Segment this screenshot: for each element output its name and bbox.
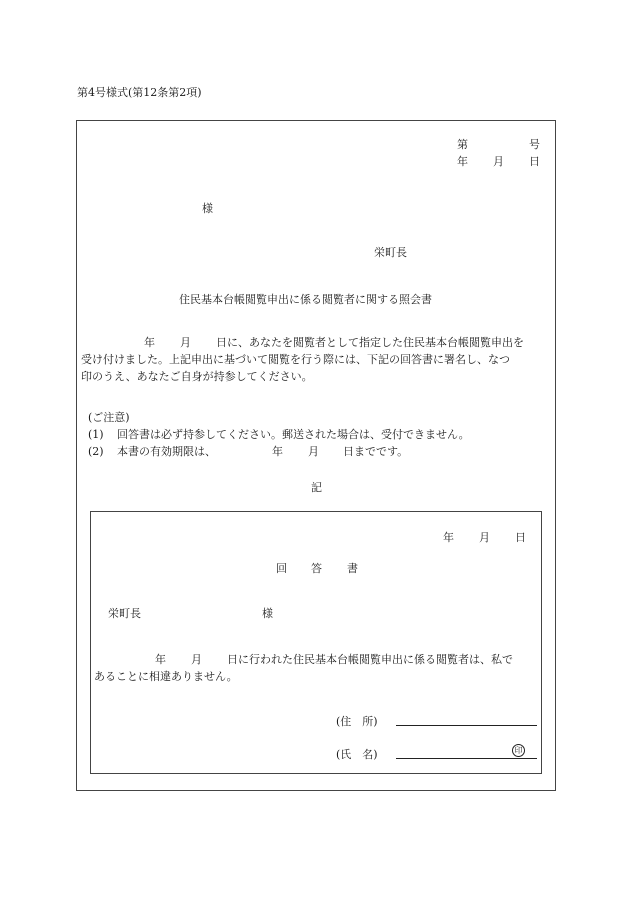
note-item-2-year: 年 — [272, 445, 283, 458]
address-label: (住 所) — [336, 715, 378, 728]
ki-heading: 記 — [311, 481, 322, 494]
reply-line-1-year: 年 — [155, 653, 166, 666]
reply-statement — [94, 651, 513, 685]
document-title: 住民基本台帳閲覧申出に係る閲覧者に関する照会書 — [179, 293, 432, 306]
body-line-1 — [81, 334, 524, 351]
seal-mark-icon: 印 — [512, 744, 525, 757]
body-line-1-text: 日に、あなたを閲覧者として指定した住民基本台帳閲覧申出を — [216, 336, 524, 349]
note-item-1-number: (1) — [88, 428, 104, 441]
issuer-name: 栄町長 — [374, 246, 407, 259]
date-month: 月 — [493, 155, 504, 168]
form-label: 第4号様式(第12条第2項) — [77, 86, 202, 99]
reply-title-char-1: 回 — [276, 562, 287, 575]
note-item-1 — [88, 426, 470, 443]
address-signature-line[interactable] — [396, 725, 537, 726]
note-item-2-number: (2) — [88, 445, 104, 458]
note-item-2 — [88, 443, 409, 460]
body-paragraph — [81, 334, 524, 385]
body-line-2: 受け付けました。上記申出に基づいて閲覧を行う際には、下記の回答書に署名し、なつ — [81, 353, 510, 366]
notes — [88, 409, 470, 460]
number-suffix: 号 — [529, 138, 540, 151]
reply-line-1-text: 日に行われた住民基本台帳閲覧申出に係る閲覧者は、私で — [227, 653, 513, 666]
number-prefix: 第 — [457, 138, 468, 151]
note-item-2-month: 月 — [308, 445, 319, 458]
reply-date-month: 月 — [479, 531, 490, 544]
reply-form-frame — [90, 511, 542, 774]
reply-title-char-3: 書 — [347, 562, 358, 575]
body-year: 年 — [144, 336, 155, 349]
addressee-honorific: 様 — [202, 202, 213, 215]
reply-recipient-honorific: 様 — [262, 607, 273, 620]
name-signature-line[interactable] — [396, 758, 537, 759]
reply-recipient: 栄町長 — [108, 607, 141, 620]
reply-line-1 — [94, 651, 513, 668]
reply-date-year: 年 — [443, 531, 454, 544]
reply-line-1-month: 月 — [191, 653, 202, 666]
body-line-3: 印のうえ、あなたご自身が持参してください。 — [81, 370, 313, 383]
note-item-2-text: 本書の有効期限は、 — [117, 445, 216, 458]
reply-title-char-2: 答 — [311, 562, 322, 575]
notes-heading: (ご注意) — [88, 411, 130, 424]
date-year: 年 — [457, 155, 468, 168]
reply-date-day: 日 — [515, 531, 526, 544]
reply-line-2: あることに相違ありません。 — [94, 670, 238, 683]
note-item-2-end: 日までです。 — [343, 445, 409, 458]
name-label: (氏 名) — [336, 748, 378, 761]
note-item-1-text: 回答書は必ず持参してください。郵送された場合は、受付できません。 — [117, 428, 470, 441]
date-day: 日 — [529, 155, 540, 168]
body-month: 月 — [180, 336, 191, 349]
